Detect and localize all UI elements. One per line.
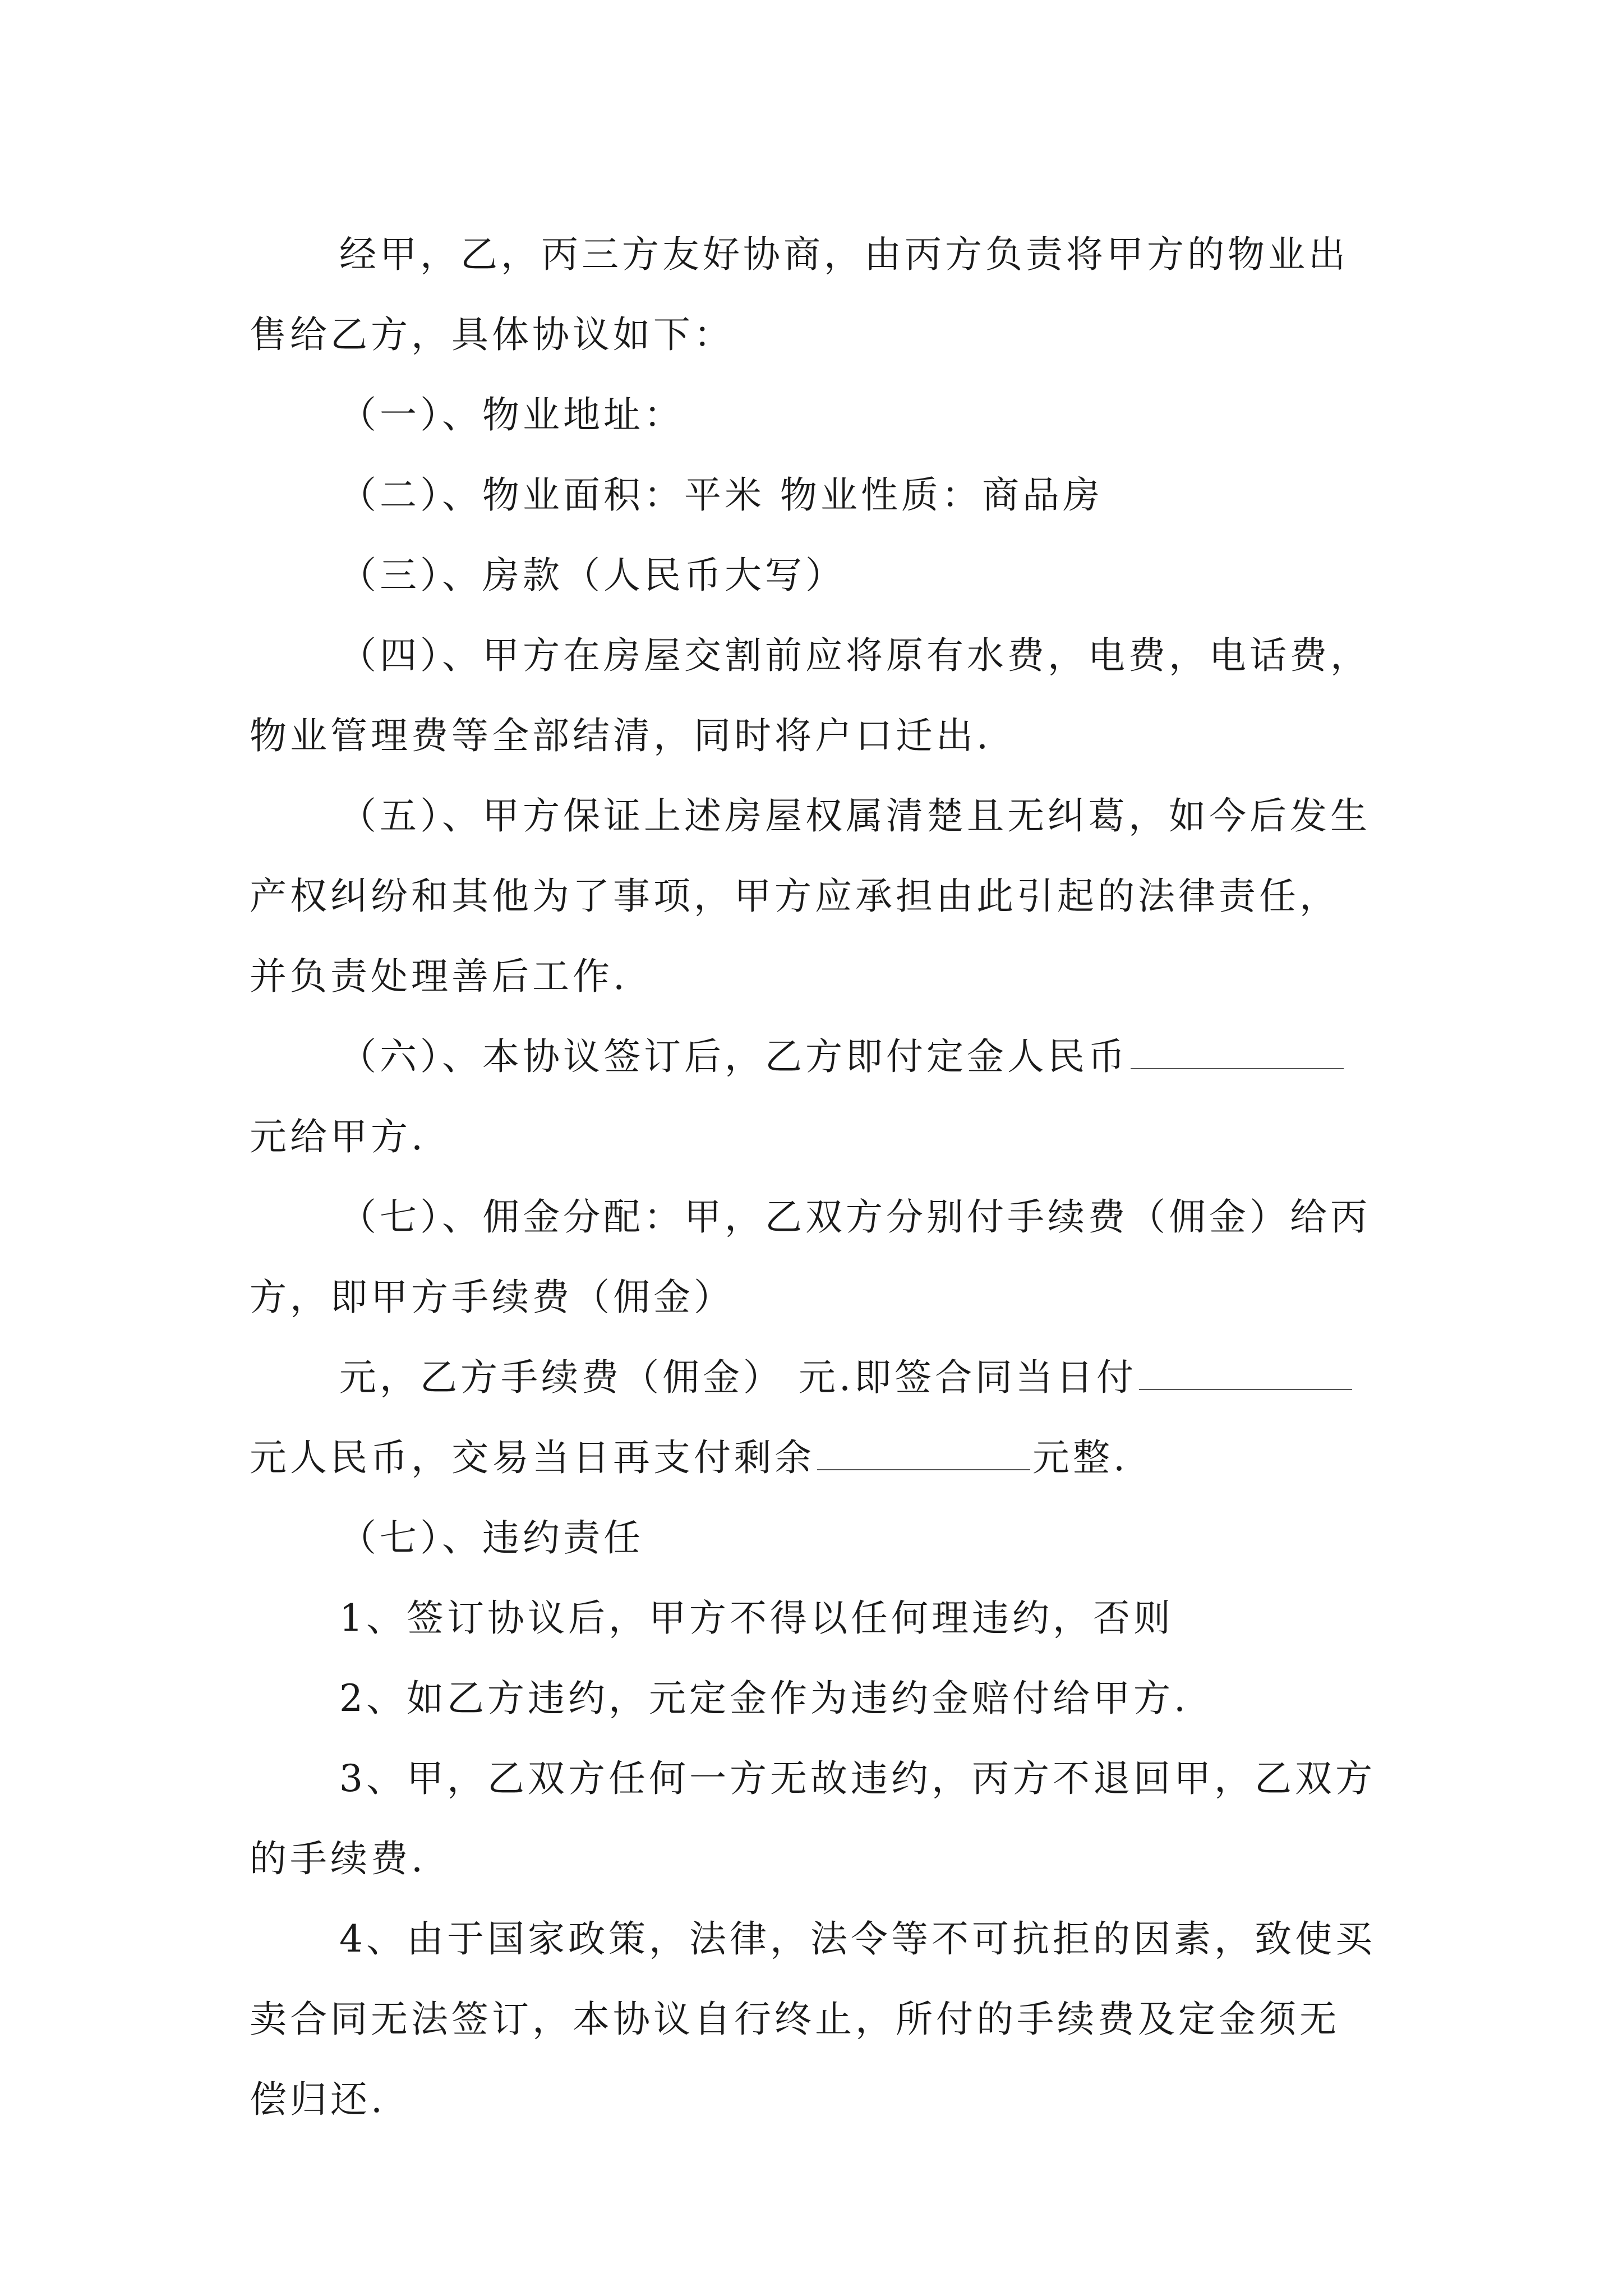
item-fees-settlement: （四）、甲方在房屋交割前应将原有水费，电费，电话费，物业管理费等全部结清，同时将户口迁出. bbox=[250, 634, 1371, 757]
item-deposit bbox=[250, 1016, 1377, 1177]
item-property-address: （一）、物业地址： bbox=[339, 393, 684, 436]
item-property-area: （二）、物业面积：平米 物业性质：商品房 bbox=[339, 473, 1103, 517]
intro-paragraph: 经甲，乙，丙三方友好协商，由丙方负责将甲方的物业出售给乙方，具体协议如下： bbox=[250, 233, 1349, 356]
item-commission-payment bbox=[250, 1337, 1377, 1498]
clause-4: 4、由于国家政策，法律，法令等不可抗拒的因素，致使买卖合同无法签订，本协议自行终止，所付的手续费及定金须无偿归还. bbox=[250, 1917, 1376, 2121]
clause-3: 3、甲，乙双方任何一方无故违约，丙方不退回甲，乙双方的手续费. bbox=[250, 1757, 1376, 1880]
item-price: （三）、房款（人民币大写） bbox=[339, 554, 846, 597]
clause-2: 2、如乙方违约，元定金作为违约金赔付给甲方. bbox=[339, 1677, 1189, 1720]
item-breach-heading: （七）、违约责任 bbox=[339, 1516, 644, 1559]
payment-amount-blank bbox=[1139, 1389, 1352, 1390]
commission-payment-text-2: 元人民币，交易当日再支付剩余 bbox=[250, 1436, 815, 1479]
deposit-amount-blank bbox=[1131, 1068, 1344, 1069]
item-deposit-text-end: 元给甲方. bbox=[250, 1115, 426, 1158]
remaining-amount-blank bbox=[817, 1469, 1030, 1470]
commission-payment-text-3: 元整. bbox=[1032, 1436, 1128, 1479]
clause-1: 1、签订协议后，甲方不得以任何理违约，否则 bbox=[339, 1596, 1174, 1640]
document-body bbox=[250, 214, 1377, 2139]
item-deposit-text: （六）、本协议签订后，乙方即付定金人民币 bbox=[339, 1035, 1128, 1078]
commission-payment-text: 元，乙方手续费（佣金） 元.即签合同当日付 bbox=[339, 1356, 1137, 1399]
item-ownership-guarantee: （五）、甲方保证上述房屋权属清楚且无纠葛，如今后发生产权纠纷和其他为了事项，甲方应承担由此引起的法律责任，并负责处理善后工作. bbox=[250, 794, 1371, 998]
item-commission: （七）、佣金分配：甲，乙双方分别付手续费（佣金）给丙方，即甲方手续费（佣金） bbox=[250, 1195, 1371, 1319]
